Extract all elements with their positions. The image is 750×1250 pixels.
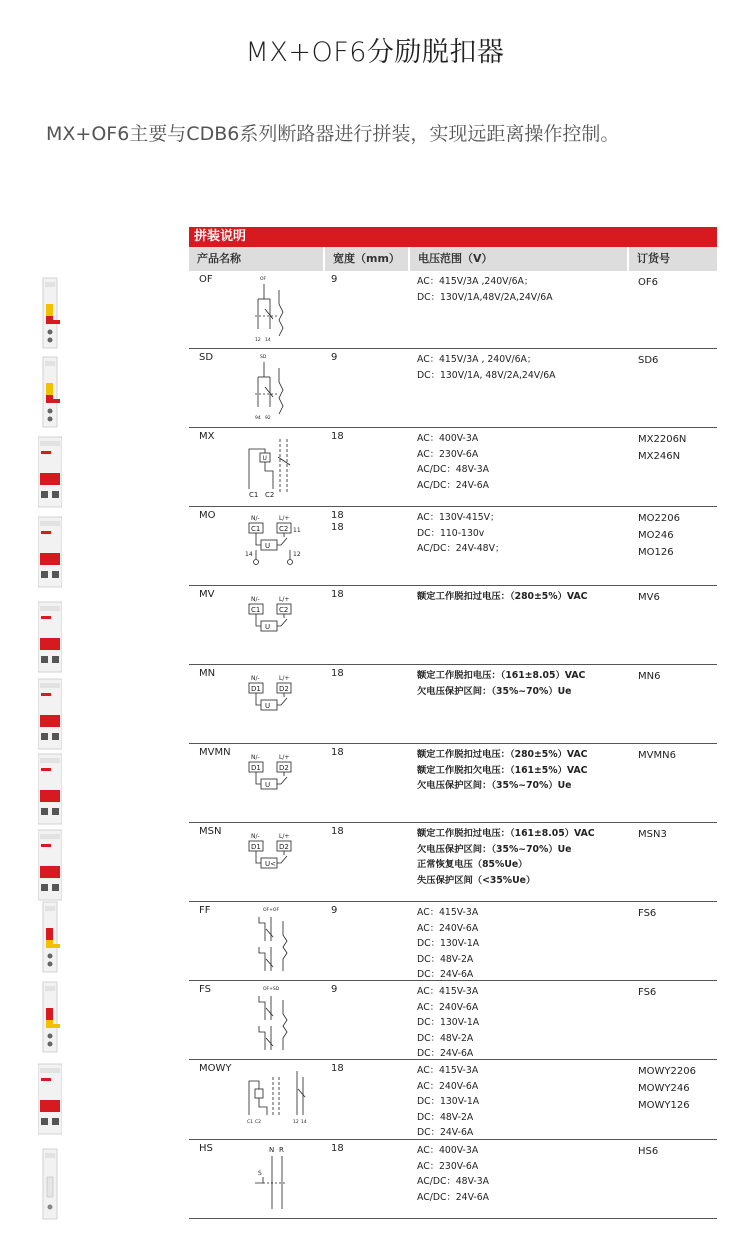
schematic-label: L/+ bbox=[279, 754, 290, 761]
order-code: OF6 bbox=[638, 277, 658, 288]
intro-text: MX+OF6主要与CDB6系列断路器进行拼装，实现远距离操作控制。 bbox=[46, 123, 620, 145]
order-code: MSN3 bbox=[638, 829, 667, 840]
order-number bbox=[638, 352, 658, 369]
width-value bbox=[331, 984, 337, 996]
voltage-line: AC：230V-6A bbox=[417, 1160, 479, 1172]
voltage-range bbox=[417, 826, 595, 888]
product-name: SD bbox=[199, 352, 214, 363]
header-order-number: 订货号 bbox=[629, 247, 717, 271]
width-value bbox=[331, 352, 337, 364]
schematic-label: U bbox=[265, 781, 271, 789]
schematic-label: L/+ bbox=[279, 833, 290, 840]
product-name: MSN bbox=[199, 826, 222, 837]
schematic-label: 12 bbox=[293, 1120, 299, 1125]
module-picture bbox=[38, 355, 62, 429]
voltage-line: DC：130V-1A bbox=[417, 1017, 480, 1028]
schematic-label: D1 bbox=[251, 764, 261, 772]
voltage-line: AC：415V-3A bbox=[417, 1065, 479, 1076]
module-image bbox=[38, 1062, 62, 1140]
wiring-diagram-svg bbox=[245, 352, 325, 424]
schematic-label: D1 bbox=[251, 685, 261, 693]
module-picture bbox=[38, 1062, 62, 1136]
product-name: MV bbox=[199, 589, 215, 600]
voltage-range bbox=[417, 589, 587, 605]
voltage-line: 失压保护区间（<35%Ue） bbox=[417, 874, 536, 886]
width-value bbox=[331, 431, 344, 443]
voltage-line: 额定工作脱扣电压：（161±8.05）VAC bbox=[417, 670, 586, 681]
voltage-line: AC：240V-6A bbox=[417, 922, 479, 934]
product-name: HS bbox=[199, 1143, 213, 1154]
width-value bbox=[331, 905, 337, 917]
module-image bbox=[38, 276, 62, 354]
voltage-line: DC：110-130v bbox=[417, 527, 485, 539]
width-line: 9 bbox=[331, 352, 338, 363]
order-number bbox=[638, 905, 656, 922]
table-row bbox=[189, 1060, 717, 1140]
header-product-name: 产品名称 bbox=[189, 247, 325, 271]
module-picture bbox=[38, 828, 62, 902]
schematic-label: 14 bbox=[265, 338, 271, 343]
schematic-label: C1 bbox=[249, 491, 259, 499]
schematic-label: 14 bbox=[245, 551, 253, 558]
voltage-range bbox=[417, 905, 479, 983]
wiring-diagram-svg bbox=[245, 274, 325, 346]
order-code: MX2206N bbox=[638, 434, 687, 445]
voltage-range bbox=[417, 274, 553, 305]
product-name: OF bbox=[199, 274, 213, 285]
schematic-label: C2 bbox=[279, 606, 289, 614]
schematic-label: N/- bbox=[251, 754, 260, 761]
product-name: FF bbox=[199, 905, 211, 916]
wiring-diagram-svg bbox=[245, 589, 325, 661]
order-number bbox=[638, 826, 667, 843]
wiring-diagram bbox=[245, 668, 325, 740]
order-code: SD6 bbox=[638, 355, 659, 366]
voltage-line: 欠电压保护区间：（35%~70%）Ue bbox=[417, 780, 572, 791]
module-picture bbox=[38, 600, 62, 674]
voltage-line: 额定工作脱扣过电压：（280±5%）VAC bbox=[417, 749, 588, 760]
wiring-diagram-svg bbox=[245, 668, 325, 740]
module-picture bbox=[38, 677, 62, 751]
voltage-range bbox=[417, 1143, 489, 1205]
voltage-line: 额定工作脱扣欠电压：（161±5%）VAC bbox=[417, 764, 588, 776]
schematic-label: D2 bbox=[279, 843, 289, 851]
product-name: MO bbox=[199, 510, 216, 521]
order-code: MO246 bbox=[638, 530, 674, 541]
order-number bbox=[638, 431, 686, 465]
schematic-label: U< bbox=[265, 860, 276, 868]
module-picture bbox=[38, 276, 62, 350]
voltage-line: 欠电压保护区间：（35%~70%）Ue bbox=[417, 685, 572, 697]
voltage-line: DC：130V-1A bbox=[417, 1096, 480, 1107]
module-image bbox=[38, 515, 62, 593]
schematic-label: D1 bbox=[251, 843, 261, 851]
wiring-diagram bbox=[245, 1143, 325, 1215]
voltage-line: AC/DC：24V-6A bbox=[417, 479, 490, 491]
order-number bbox=[638, 668, 660, 685]
order-code: MOWY2206 bbox=[638, 1066, 696, 1077]
schematic-label: 94 bbox=[255, 416, 261, 421]
schematic-label: U bbox=[262, 455, 267, 462]
schematic-label: L/+ bbox=[279, 596, 290, 603]
voltage-line: AC：130V-415V； bbox=[417, 512, 500, 523]
wiring-diagram bbox=[245, 826, 325, 898]
table-row bbox=[189, 981, 717, 1060]
schematic-label: C2 bbox=[265, 491, 275, 499]
wiring-diagram-svg bbox=[245, 1063, 325, 1135]
voltage-line: DC：24V-6A bbox=[417, 1048, 474, 1059]
voltage-line: AC：415V-3A bbox=[417, 907, 479, 918]
product-name: MX bbox=[199, 431, 215, 442]
order-code: MO2206 bbox=[638, 513, 680, 524]
voltage-range bbox=[417, 431, 489, 493]
wiring-diagram bbox=[245, 352, 325, 424]
order-number bbox=[638, 589, 660, 606]
wiring-diagram bbox=[245, 1063, 325, 1135]
schematic-label: OF bbox=[260, 277, 267, 282]
module-image bbox=[38, 600, 62, 678]
voltage-line: AC/DC：24V-6A bbox=[417, 1191, 490, 1203]
voltage-line: DC：24V-6A bbox=[417, 969, 474, 980]
voltage-line: AC：400V-3A bbox=[417, 433, 479, 444]
voltage-line: AC：230V-6A bbox=[417, 448, 479, 460]
voltage-line: 额定工作脱扣过电压：（280±5%）VAC bbox=[417, 591, 588, 602]
module-image bbox=[38, 752, 62, 830]
order-number bbox=[638, 510, 680, 561]
wiring-diagram-svg bbox=[245, 510, 325, 582]
module-image bbox=[38, 828, 62, 906]
voltage-line: DC：48V-2A bbox=[417, 1032, 474, 1044]
voltage-line: AC：415V-3A bbox=[417, 986, 479, 997]
module-picture bbox=[38, 515, 62, 589]
voltage-range bbox=[417, 668, 585, 699]
width-value bbox=[331, 1143, 344, 1155]
schematic-label: C1 bbox=[247, 1120, 254, 1125]
schematic-label: OF+OF bbox=[263, 908, 280, 913]
schematic-label: N/- bbox=[251, 675, 260, 682]
module-image bbox=[38, 355, 62, 433]
schematic-label: N bbox=[269, 1146, 275, 1154]
voltage-line: AC：240V-6A bbox=[417, 1001, 479, 1013]
schematic-label: OF+SD bbox=[263, 987, 280, 992]
schematic-label: N/- bbox=[251, 833, 260, 840]
schematic-label: R bbox=[279, 1146, 284, 1154]
schematic-label: C2 bbox=[255, 1120, 262, 1125]
schematic-label: U bbox=[265, 702, 271, 710]
module-image bbox=[38, 677, 62, 755]
table-row bbox=[189, 349, 717, 428]
width-value bbox=[331, 668, 344, 680]
module-image bbox=[38, 435, 62, 513]
module-picture bbox=[38, 980, 62, 1054]
table-row bbox=[189, 271, 717, 349]
voltage-line: AC：415V/3A , 240V/6A； bbox=[417, 354, 537, 365]
width-line: 18 bbox=[331, 668, 344, 679]
schematic-label: U bbox=[265, 623, 271, 631]
schematic-label: U bbox=[265, 542, 271, 550]
page-title: MX+OF6分励脱扣器 bbox=[245, 37, 505, 68]
table-row bbox=[189, 428, 717, 507]
table-title: 拼装说明 bbox=[189, 227, 717, 247]
voltage-line: AC：415V/3A ,240V/6A； bbox=[417, 276, 534, 287]
width-line: 9 bbox=[331, 905, 338, 916]
voltage-line: DC：130V/1A,48V/2A,24V/6A bbox=[417, 291, 553, 303]
schematic-label: 12 bbox=[255, 338, 261, 343]
wiring-diagram bbox=[245, 274, 325, 346]
table-header bbox=[189, 247, 717, 271]
wiring-diagram-svg bbox=[245, 747, 325, 819]
schematic-label: C1 bbox=[251, 606, 261, 614]
width-line: 18 bbox=[331, 1063, 344, 1074]
wiring-diagram bbox=[245, 589, 325, 661]
width-value bbox=[331, 589, 344, 601]
width-value bbox=[331, 826, 344, 838]
wiring-diagram bbox=[245, 747, 325, 819]
table-row bbox=[189, 902, 717, 981]
wiring-diagram-svg bbox=[245, 1143, 325, 1215]
table-row bbox=[189, 744, 717, 823]
order-code: FS6 bbox=[638, 987, 657, 998]
assembly-table bbox=[189, 227, 717, 1203]
header-voltage-range: 电压范围（V） bbox=[410, 247, 629, 271]
voltage-range bbox=[417, 352, 556, 383]
schematic-label: 92 bbox=[265, 416, 271, 421]
schematic-label: SD bbox=[260, 355, 267, 360]
width-line: 18 bbox=[331, 510, 344, 521]
wiring-diagram bbox=[245, 984, 325, 1056]
width-line: 18 bbox=[331, 589, 344, 600]
table-row bbox=[189, 586, 717, 665]
voltage-line: AC：240V-6A bbox=[417, 1080, 479, 1092]
voltage-line: AC/DC：48V-3A bbox=[417, 464, 490, 475]
wiring-diagram-svg bbox=[245, 984, 325, 1056]
schematic-label: N/- bbox=[251, 596, 260, 603]
schematic-label: D2 bbox=[279, 764, 289, 772]
order-code: HS6 bbox=[638, 1146, 659, 1157]
order-number bbox=[638, 1063, 696, 1114]
width-line: 18 bbox=[331, 522, 344, 533]
schematic-label: C1 bbox=[251, 525, 261, 533]
voltage-line: 额定工作脱扣过电压：（161±8.05）VAC bbox=[417, 828, 595, 839]
wiring-diagram-svg bbox=[245, 905, 325, 977]
product-name: MN bbox=[199, 668, 216, 679]
product-name: MOWY bbox=[199, 1063, 232, 1074]
voltage-range bbox=[417, 747, 587, 794]
voltage-range bbox=[417, 1063, 479, 1141]
order-number bbox=[638, 274, 658, 291]
schematic-label: S bbox=[258, 1170, 262, 1177]
table-row bbox=[189, 1140, 717, 1219]
schematic-label: N/- bbox=[251, 515, 260, 522]
width-value bbox=[331, 510, 344, 534]
width-value bbox=[331, 747, 344, 759]
voltage-range bbox=[417, 510, 504, 557]
module-image bbox=[38, 980, 62, 1058]
voltage-line: AC/DC：48V-3A bbox=[417, 1176, 490, 1187]
voltage-line: 正常恢复电压（85%Ue） bbox=[417, 859, 528, 870]
wiring-diagram-svg bbox=[245, 826, 325, 898]
wiring-diagram bbox=[245, 905, 325, 977]
order-code: MOWY246 bbox=[638, 1083, 690, 1094]
product-name: FS bbox=[199, 984, 211, 995]
voltage-line: DC：130V-1A bbox=[417, 938, 480, 949]
order-number bbox=[638, 984, 656, 1001]
voltage-range bbox=[417, 984, 479, 1062]
module-picture bbox=[38, 435, 62, 509]
order-number bbox=[638, 1143, 658, 1160]
schematic-label: C2 bbox=[279, 525, 289, 533]
table-row bbox=[189, 665, 717, 744]
wiring-diagram-svg bbox=[245, 431, 325, 503]
order-code: MX246N bbox=[638, 451, 681, 462]
schematic-label: D2 bbox=[279, 685, 289, 693]
width-value bbox=[331, 1063, 344, 1075]
voltage-line: DC：48V-2A bbox=[417, 953, 474, 965]
module-picture bbox=[38, 752, 62, 826]
width-line: 18 bbox=[331, 431, 344, 442]
order-number bbox=[638, 747, 676, 764]
schematic-label: 12 bbox=[293, 551, 301, 558]
width-line: 9 bbox=[331, 984, 338, 995]
module-image bbox=[38, 900, 62, 978]
width-line: 18 bbox=[331, 747, 344, 758]
order-code: FS6 bbox=[638, 908, 657, 919]
order-code: MN6 bbox=[638, 671, 661, 682]
schematic-label: 14 bbox=[301, 1120, 307, 1125]
product-name: MVMN bbox=[199, 747, 231, 758]
width-value bbox=[331, 274, 337, 286]
width-line: 9 bbox=[331, 274, 338, 285]
voltage-line: DC：24V-6A bbox=[417, 1127, 474, 1138]
schematic-label: L/+ bbox=[279, 515, 290, 522]
module-picture bbox=[38, 900, 62, 974]
wiring-diagram bbox=[245, 431, 325, 503]
schematic-label: L/+ bbox=[279, 675, 290, 682]
voltage-line: DC：130V/1A, 48V/2A,24V/6A bbox=[417, 369, 556, 381]
header-width: 宽度（mm） bbox=[325, 247, 410, 271]
voltage-line: AC/DC：24V-48V； bbox=[417, 543, 505, 554]
order-code: MV6 bbox=[638, 592, 660, 603]
width-line: 18 bbox=[331, 826, 344, 837]
wiring-diagram bbox=[245, 510, 325, 582]
table-row bbox=[189, 823, 717, 902]
order-code: MVMN6 bbox=[638, 750, 676, 761]
order-code: MOWY126 bbox=[638, 1100, 690, 1111]
table-row bbox=[189, 507, 717, 586]
module-image bbox=[38, 1147, 62, 1225]
voltage-line: DC：48V-2A bbox=[417, 1111, 474, 1123]
voltage-line: AC：400V-3A bbox=[417, 1145, 479, 1156]
voltage-line: 欠电压保护区间：（35%~70%）Ue bbox=[417, 843, 572, 855]
order-code: MO126 bbox=[638, 547, 674, 558]
schematic-label: 11 bbox=[293, 527, 301, 534]
module-picture bbox=[38, 1147, 62, 1221]
width-line: 18 bbox=[331, 1143, 344, 1154]
